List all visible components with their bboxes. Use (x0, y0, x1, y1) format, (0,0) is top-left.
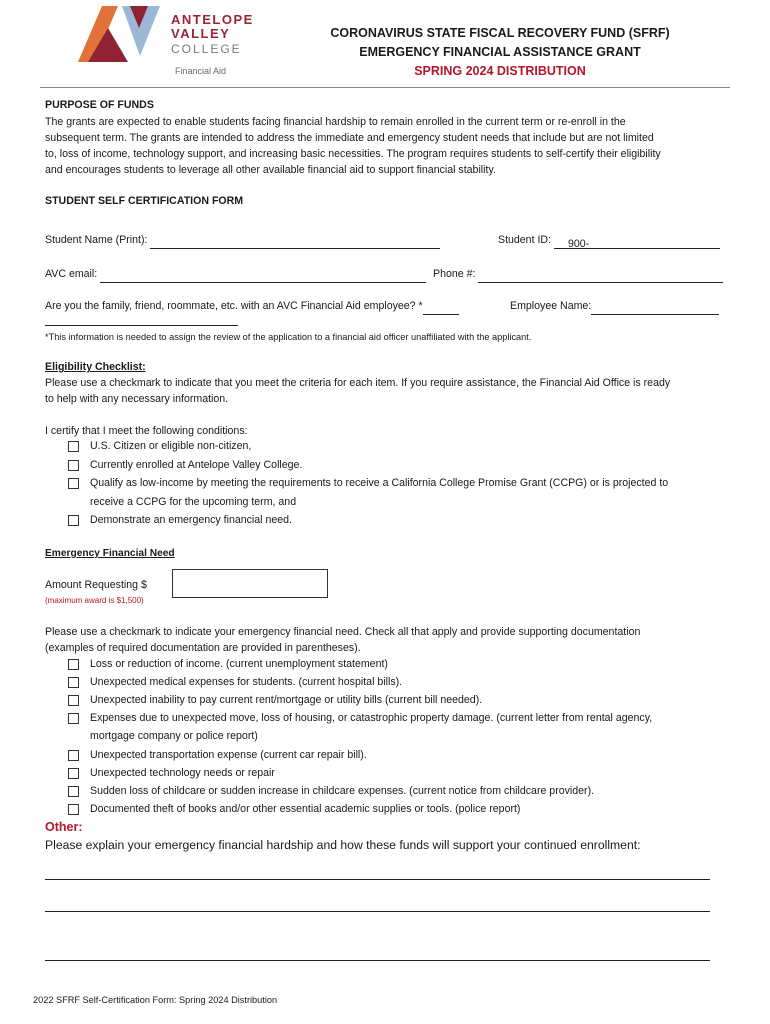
other-prompt: Please explain your emergency financial hardship and how these funds will support your continued enrollment: (45, 838, 641, 852)
eligibility-checkbox-citizen[interactable] (68, 441, 79, 452)
logo-subtitle: Financial Aid (175, 66, 227, 76)
need-item-childcare: Sudden loss of childcare or sudden increase in childcare expenses. (current notice from childcare provider). (90, 785, 595, 797)
need-checkbox-medical[interactable] (68, 677, 79, 688)
need-item-medical: Unexpected medical expenses for students. (current hospital bills). (90, 676, 403, 688)
document-title-line1: CORONAVIRUS STATE FISCAL RECOVERY FUND (SFRF) (330, 26, 670, 40)
logo-line1: ANTELOPE (171, 12, 254, 27)
need-checkbox-technology[interactable] (68, 768, 79, 779)
eligibility-checkbox-need[interactable] (68, 515, 79, 526)
college-logo (78, 6, 263, 78)
eligibility-item-citizen: U.S. Citizen or eligible non-citizen, (90, 440, 252, 452)
need-item-transportation: Unexpected transportation expense (current car repair bill). (90, 749, 367, 761)
email-field[interactable] (100, 270, 426, 283)
need-checkbox-income[interactable] (68, 659, 79, 670)
logo-line3: COLLEGE (171, 42, 242, 56)
document-subtitle: SPRING 2024 DISTRIBUTION (414, 64, 586, 78)
need-intro-2: (examples of required documentation are provided in parentheses). (45, 642, 361, 654)
employee-answer-field[interactable] (423, 302, 459, 315)
phone-label: Phone #: (433, 268, 476, 280)
employee-question: Are you the family, friend, roommate, etc. with an AVC Financial Aid employee? * (45, 300, 423, 312)
purpose-text-2: subsequent term. The grants are intended to address the immediate and emergency student needs that include but are not limited (45, 132, 654, 144)
explanation-line-3[interactable] (45, 960, 710, 961)
purpose-text-3: to, loss of income, technology support, and increasing basic necessities. The program requires students to self-certify their eligibility (45, 148, 661, 160)
student-id-prefix: 900- (567, 237, 590, 250)
max-award-note: (maximum award is $1,500) (45, 596, 144, 605)
employee-name-field[interactable] (591, 302, 719, 315)
eligibility-item-enrolled: Currently enrolled at Antelope Valley College. (90, 459, 303, 471)
eligibility-checkbox-enrolled[interactable] (68, 460, 79, 471)
eligibility-item-need: Demonstrate an emergency financial need. (90, 514, 292, 526)
eligibility-item-low-income-cont: receive a CCPG for the upcoming term, and (90, 496, 297, 508)
explanation-line-1[interactable] (45, 879, 710, 880)
eligibility-checkbox-low-income[interactable] (68, 478, 79, 489)
employee-name-continuation-line[interactable] (45, 325, 238, 326)
eligibility-intro-2: to help with any necessary information. (45, 393, 229, 405)
email-row (45, 266, 426, 283)
page-footer: 2022 SFRF Self-Certification Form: Spring 2024 Distribution (33, 995, 278, 1005)
student-id-row (498, 232, 720, 249)
need-item-housing: Expenses due to unexpected move, loss of housing, or catastrophic property damage. (current letter from rental agency, (90, 712, 653, 724)
student-id-label: Student ID: (498, 234, 551, 246)
student-name-row (45, 232, 440, 249)
explanation-line-2[interactable] (45, 911, 710, 912)
employee-name-label: Employee Name: (510, 300, 592, 312)
email-label: AVC email: (45, 268, 98, 280)
need-heading: Emergency Financial Need (45, 548, 175, 559)
other-heading: Other: (45, 820, 83, 834)
need-checkbox-rent[interactable] (68, 695, 79, 706)
purpose-heading: PURPOSE OF FUNDS (45, 99, 154, 111)
need-checkbox-transportation[interactable] (68, 750, 79, 761)
eligibility-item-low-income: Qualify as low-income by meeting the requirements to receive a California College Promise Grant (CCPG) or is projected to (90, 477, 669, 489)
purpose-text-1: The grants are expected to enable students facing financial hardship to remain enrolled in the current term or re-enroll in the (45, 116, 626, 128)
eligibility-heading: Eligibility Checklist: (45, 361, 146, 373)
document-title-line2: EMERGENCY FINANCIAL ASSISTANCE GRANT (359, 45, 641, 59)
employee-question-row (45, 298, 459, 315)
employee-name-row (510, 298, 719, 315)
phone-field[interactable] (478, 270, 723, 283)
need-item-income: Loss or reduction of income. (current unemployment statement) (90, 658, 388, 670)
header-divider (40, 87, 730, 88)
form-heading: STUDENT SELF CERTIFICATION FORM (45, 195, 244, 207)
employee-footnote: *This information is needed to assign the review of the application to a financial aid officer unaffiliated with the applicant. (45, 332, 532, 342)
need-checkbox-childcare[interactable] (68, 786, 79, 797)
logo-line2: VALLEY (171, 26, 231, 41)
purpose-text-4: and encourages students to leverage all other available financial aid to support financial stability. (45, 164, 496, 176)
student-name-field[interactable] (150, 236, 440, 249)
amount-label: Amount Requesting $ (45, 579, 147, 591)
need-item-rent: Unexpected inability to pay current rent/mortgage or utility bills (current bill needed). (90, 694, 483, 706)
eligibility-intro-1: Please use a checkmark to indicate that you meet the criteria for each item. If you require assistance, the Financial Aid Office is ready (45, 377, 671, 389)
need-intro-1: Please use a checkmark to indicate your emergency financial need. Check all that apply and provide supporting documentation (45, 626, 641, 638)
amount-input[interactable] (172, 569, 328, 598)
need-checkbox-theft[interactable] (68, 804, 79, 815)
need-item-technology: Unexpected technology needs or repair (90, 767, 275, 779)
need-item-theft: Documented theft of books and/or other essential academic supplies or tools. (police report) (90, 803, 521, 815)
eligibility-certify: I certify that I meet the following conditions: (45, 425, 248, 437)
need-checkbox-housing[interactable] (68, 713, 79, 724)
logo-mark-icon (78, 6, 160, 62)
student-id-field[interactable] (554, 236, 720, 249)
phone-row (433, 266, 723, 283)
student-name-label: Student Name (Print): (45, 234, 148, 246)
need-item-housing-cont: mortgage company or police report) (90, 730, 258, 742)
